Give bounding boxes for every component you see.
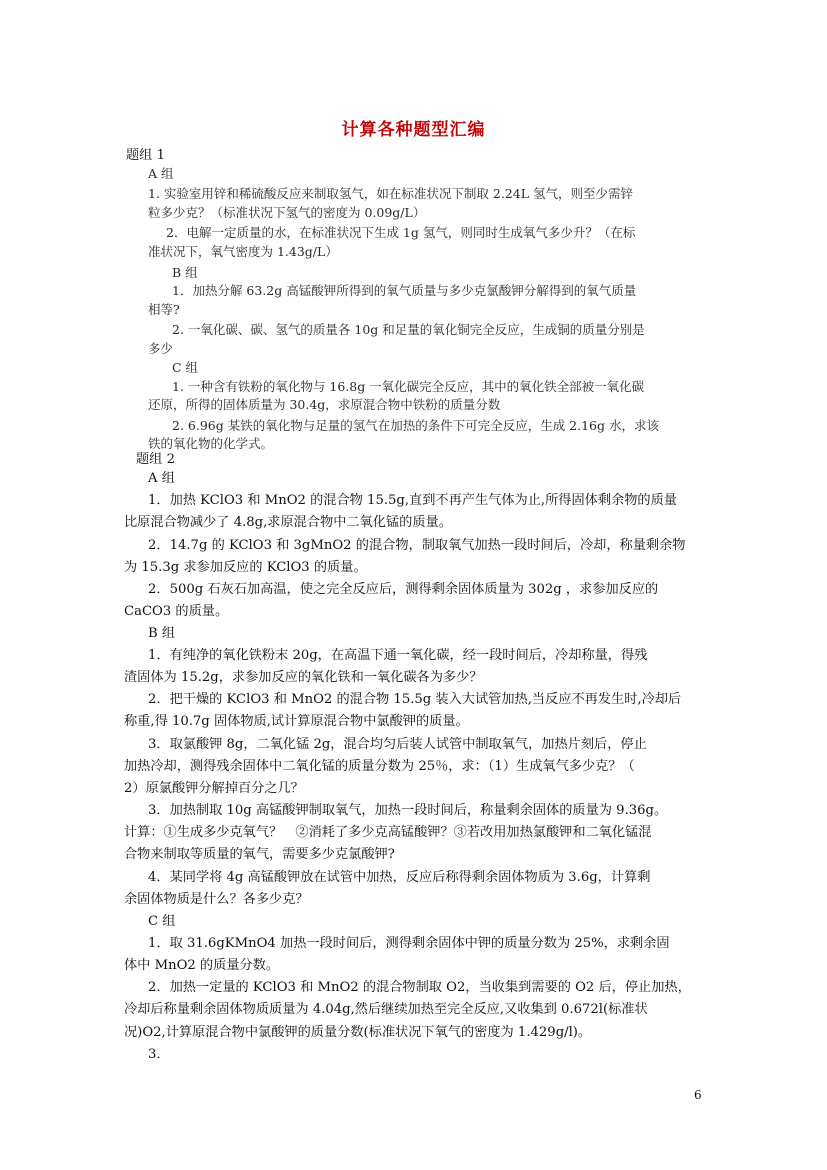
group-2-heading: 题组 2 <box>136 452 175 467</box>
group-1-a-label: A 组 <box>148 166 174 181</box>
group-2-c-line: 1．取 31.6gKMnO4 加热一段时间后，测得剩余固体中钾的质量分数为 25%，求剩余固 <box>148 936 670 951</box>
group-2-b-line: 余固体物质是什么？各多少克？ <box>124 892 309 907</box>
page-number: 6 <box>694 1088 702 1102</box>
group-1-a-line: 粒多少克？（标准状况下氢气的密度为 0.09g/L） <box>148 205 426 220</box>
group-1-c-line: 铁的氧化物的化学式。 <box>148 436 274 451</box>
group-2-b-line: 渣固体为 15.2g，求参加反应的氧化铁和一氧化碳各为多少？ <box>124 670 483 685</box>
group-1-b-line: 相等? <box>148 302 180 317</box>
group-1-b-line: 2. 一氧化碳、碳、氢气的质量各 10g 和足量的氧化铜完全反应，生成铜的质量分别是 <box>172 322 645 337</box>
group-2-b-line: 1．有纯净的氧化铁粉末 20g，在高温下通一氧化碳，经一段时间后，冷却称量，得残 <box>148 648 648 663</box>
group-2-a-line: CaCO3 的质量。 <box>124 604 229 619</box>
group-1-heading: 题组 1 <box>126 148 165 163</box>
group-1-b-label: B 组 <box>172 265 198 280</box>
group-1-c-label: C 组 <box>172 360 199 375</box>
group-1-b-line: 多少 <box>148 341 174 356</box>
group-2-b-line: 计算：①生成多少克氧气？ ②消耗了多少克高锰酸钾？③若改用加热氯酸钾和二氧化锰混 <box>124 825 652 840</box>
group-1-a-line: 准状况下，氧气密度为 1.43g/L） <box>148 244 338 259</box>
group-2-a-line: 2．14.7g 的 KClO3 和 3gMnO2 的混合物，制取氧气加热一段时间后，冷却，称量剩余物 <box>148 538 686 553</box>
group-2-b-label: B 组 <box>148 626 176 641</box>
group-2-b-line: 3．取氯酸钾 8g，二氧化锰 2g，混合均匀后装人试管中制取氧气，加热片刻后，停止 <box>148 737 647 752</box>
group-2-c-label: C 组 <box>148 914 176 929</box>
group-2-b-line: 4．某同学将 4g 高锰酸钾放在试管中加热，反应后称得剩余固体物质为 3.6g，计算剩 <box>148 870 651 885</box>
group-2-c-line: 2．加热一定量的 KClO3 和 MnO2 的混合物制取 O2，当收集到需要的 O2 后，停止加热， <box>148 980 691 995</box>
group-2-c-line: 体中 MnO2 的质量分数。 <box>124 958 280 973</box>
group-2-b-line: 3．加热制取 10g 高锰酸钾制取氧气，加热一段时间后，称量剩余固体的质量为 9.36g。 <box>148 803 668 818</box>
page-title: 计算各种题型汇编 <box>341 120 486 140</box>
group-1-c-line: 2. 6.96g 某铁的氧化物与足量的氢气在加热的条件下可完全反应，生成 2.16g 水，求该 <box>172 418 659 433</box>
group-2-a-line: 2．500g 石灰石加高温，使之完全反应后，测得剩余固体质量为 302g ，求参加反应的 <box>148 582 659 597</box>
group-2-a-line: 为 15.3g 求参加反应的 KClO3 的质量。 <box>124 560 367 575</box>
group-2-c-line: 3． <box>148 1047 170 1062</box>
group-1-b-line: 1．加热分解 63.2g 高锰酸钾所得到的氧气质量与多少克氯酸钾分解得到的氧气质量 <box>172 283 637 298</box>
group-2-c-line: 冷却后称量剩余固体物质质量为 4.04g,然后继续加热至完全反应,又收集到 0.672l(标准状 <box>124 1002 648 1017</box>
group-2-a-label: A 组 <box>148 471 175 486</box>
group-1-a-line: 2．电解一定质量的水，在标准状况下生成 1g 氢气，则同时生成氧气多少升？（在标 <box>166 225 636 240</box>
group-2-b-line: 2）原氯酸钾分解掉百分之几？ <box>124 781 304 796</box>
group-2-a-line: 比原混合物减少了 4.8g,求原混合物中二氧化锰的质量。 <box>124 515 452 530</box>
group-2-b-line: 加热冷却，测得残余固体中二氧化锰的质量分数为 25％，求：（1）生成氧气多少克？（ <box>124 759 635 774</box>
group-2-b-line: 称重,得 10.7g 固体物质,试计算原混合物中氯酸钾的质量。 <box>124 714 469 729</box>
group-1-c-line: 1. 一种含有铁粉的氧化物与 16.8g 一氧化碳完全反应，其中的氧化铁全部被一氧化碳 <box>172 379 645 394</box>
group-1-c-line: 还原，所得的固体质量为 30.4g，求原混合物中铁粉的质量分数 <box>148 397 501 412</box>
group-2-b-line: 合物来制取等质量的氧气，需要多少克氯酸钾? <box>124 847 395 862</box>
group-2-b-line: 2．把干燥的 KClO3 和 MnO2 的混合物 15.5g 装入大试管加热,当反应不再发生时,冷却后 <box>148 692 682 707</box>
group-1-a-line: 1. 实验室用锌和稀硫酸反应来制取氢气，如在标准状况下制取 2.24L 氢气，则至少需锌 <box>148 186 633 201</box>
group-2-c-line: 况)O2,计算原混合物中氯酸钾的质量分数(标准状况下氧气的密度为 1.429g/l)。 <box>124 1025 592 1040</box>
group-2-a-line: 1．加热 KClO3 和 MnO2 的混合物 15.5g,直到不再产生气体为止,所得固体剩余物的质量 <box>148 493 677 508</box>
